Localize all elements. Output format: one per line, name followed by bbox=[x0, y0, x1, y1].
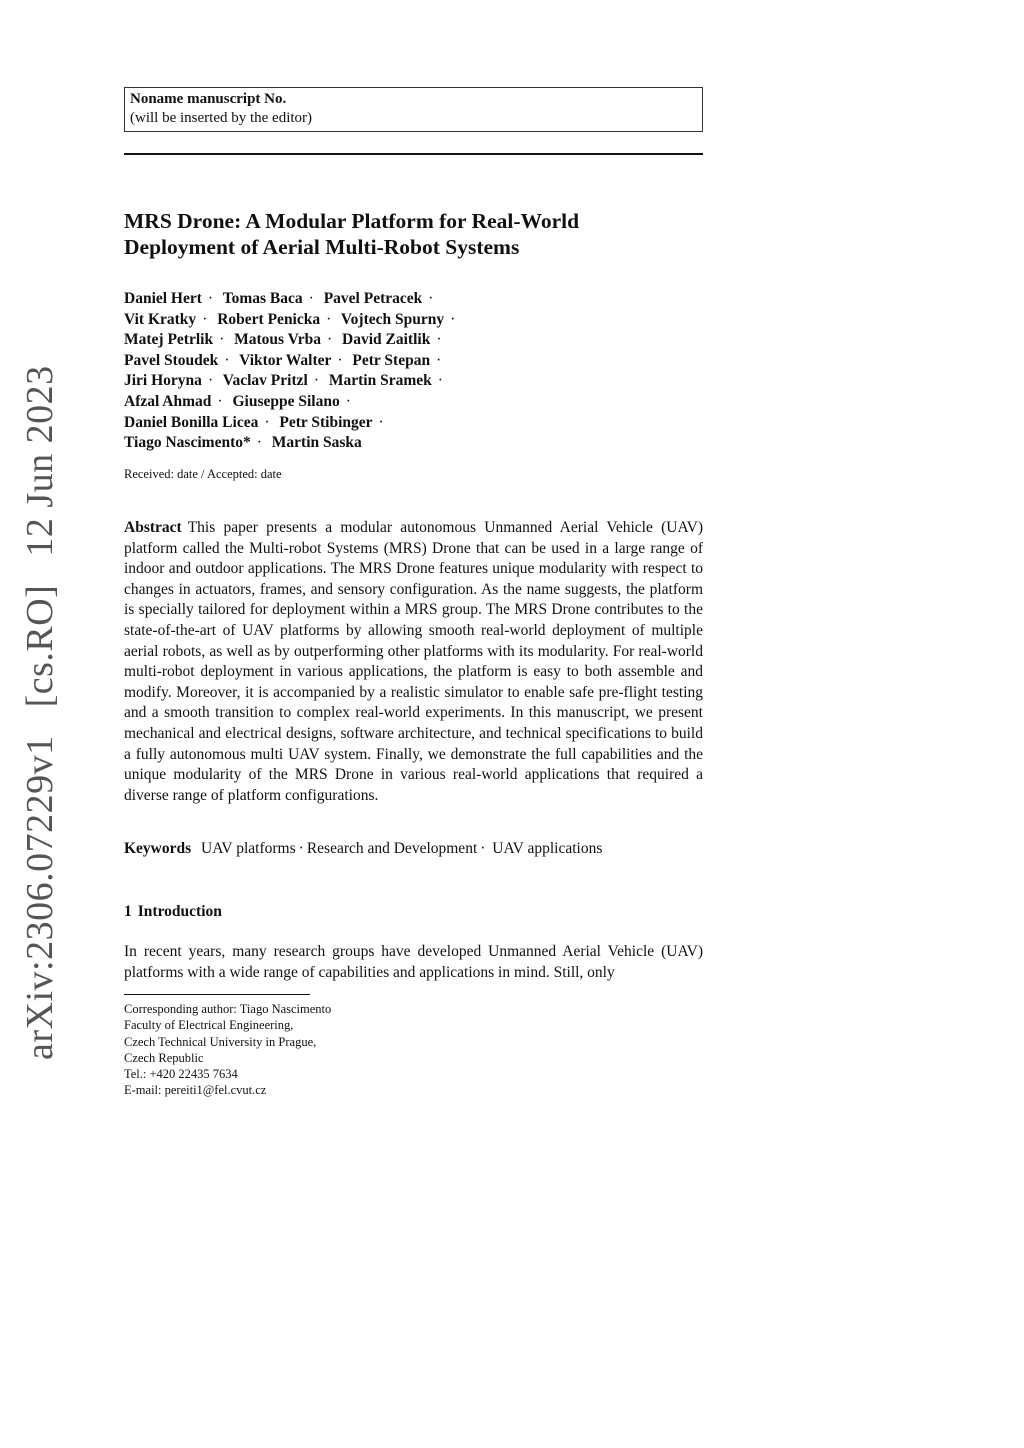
abstract bbox=[124, 518, 703, 806]
footnote-rule bbox=[124, 994, 310, 995]
author: Daniel Bonilla Licea bbox=[124, 413, 259, 431]
arxiv-category: [cs.RO] bbox=[19, 584, 61, 708]
section-title: Introduction bbox=[137, 903, 222, 920]
author: Petr Stibinger bbox=[279, 413, 373, 431]
section-number: 1 bbox=[124, 903, 132, 920]
keywords-label: Keywords bbox=[124, 840, 192, 857]
author: Petr Stepan bbox=[352, 351, 431, 369]
author: Martin Saska bbox=[271, 434, 362, 452]
arxiv-stamp bbox=[10, 365, 70, 1060]
manuscript-note: (will be inserted by the editor) bbox=[130, 110, 313, 126]
paper-title-line-2: Deployment of Aerial Multi-Robot Systems bbox=[124, 235, 520, 259]
author: Pavel Petracek bbox=[323, 290, 423, 307]
author: Daniel Hert bbox=[124, 290, 202, 307]
footnote bbox=[124, 1001, 331, 1099]
introduction-text: In recent years, many research groups have developed Unmanned Aerial Vehicle (UAV) platforms with a wide range of capabilities and applications in mind. Still, only bbox=[124, 943, 703, 981]
section-heading bbox=[124, 902, 222, 922]
arxiv-id: arXiv:2306.07229v1 bbox=[19, 735, 61, 1060]
author: Vit Kratky bbox=[124, 310, 197, 328]
footnote-line: Corresponding author: Tiago Nascimento bbox=[124, 1002, 332, 1016]
footnote-line: Faculty of Electrical Engineering, bbox=[124, 1018, 294, 1033]
received-date: Received: date / Accepted: date bbox=[124, 467, 282, 481]
manuscript-box bbox=[124, 87, 703, 132]
author: Robert Penicka bbox=[217, 310, 321, 328]
manuscript-title: Noname manuscript No. bbox=[130, 91, 287, 107]
author: Matej Petrlik bbox=[124, 331, 214, 349]
abstract-label: Abstract bbox=[124, 519, 182, 536]
keyword: UAV applications bbox=[492, 840, 603, 857]
author: Giuseppe Silano bbox=[232, 392, 340, 410]
author: David Zaitlik bbox=[342, 331, 431, 349]
footnote-line: Czech Technical University in Prague, bbox=[124, 1034, 317, 1049]
footnote-line: Tel.: +420 22435 7634 bbox=[124, 1067, 238, 1082]
author: Afzal Ahmad bbox=[124, 392, 212, 410]
author: Vaclav Pritzl bbox=[222, 372, 308, 390]
author-list: Daniel Hert · Tomas Baca · Pavel Petracek · Vit Kratky · Robert Penicka · Vojtech Spurny · Matej Petrlik · Matous Vrba · David Zaitlik · Pavel Stoudek · Viktor Walter · Petr Stepan · Jiri Horyna · Vaclav Pritzl · Martin Sramek · Afzal Ahmad · Giuseppe Silano · Daniel Bonilla Licea · Petr Stibinger · Tiago Nascimento* · Martin Saska bbox=[124, 290, 456, 452]
keyword: Research and Development bbox=[306, 840, 478, 857]
author: Martin Sramek bbox=[328, 372, 432, 390]
keywords: Keywords UAV platforms · Research and Development · UAV applications bbox=[124, 840, 603, 857]
header-rule bbox=[124, 153, 703, 155]
paper-title-line-1: MRS Drone: A Modular Platform for Real-World bbox=[124, 209, 580, 233]
keyword: UAV platforms bbox=[201, 840, 296, 857]
paper-title bbox=[124, 208, 703, 260]
author: Tomas Baca bbox=[222, 290, 303, 307]
author: Pavel Stoudek bbox=[124, 351, 219, 369]
author: Viktor Walter bbox=[239, 351, 332, 369]
footnote-line: Czech Republic bbox=[124, 1050, 204, 1065]
footnote-email: E-mail: pereiti1@fel.cvut.cz bbox=[124, 1083, 267, 1098]
arxiv-date: 12 Jun 2023 bbox=[19, 365, 61, 557]
author: Tiago Nascimento* bbox=[124, 434, 251, 452]
author: Jiri Horyna bbox=[124, 372, 202, 390]
author: Matous Vrba bbox=[234, 331, 321, 349]
abstract-text: This paper presents a modular autonomous Unmanned Aerial Vehicle (UAV) platform called the Multi-robot Systems (MRS) Drone that can be used in a large range of indoor and outdoor applications. The MRS Drone features unique modularity with respect to changes in actuators, frames, and sensory configuration. As the name suggests, the platform is specially tailored for deployment within a MRS group. The MRS Drone contributes to the state-of-the-art of UAV platforms by allowing smooth real-world deployment of multiple aerial robots, as well as by outperforming other platforms with its modularity. For real-world multi-robot deployment in various applications, the platform is easy to both assemble and modify. Moreover, it is accompanied by a realistic simulator to enable safe pre-flight testing and a smooth transition to complex real-world experiments. In this manuscript, we present mechanical and electrical designs, software architecture, and technical specifications to build a fully autonomous multi UAV system. Finally, we demonstrate the full capabilities and the unique modularity of the MRS Drone in various real-world applications that required a diverse range of platform configurations. bbox=[124, 519, 703, 804]
author: Vojtech Spurny bbox=[340, 310, 445, 328]
